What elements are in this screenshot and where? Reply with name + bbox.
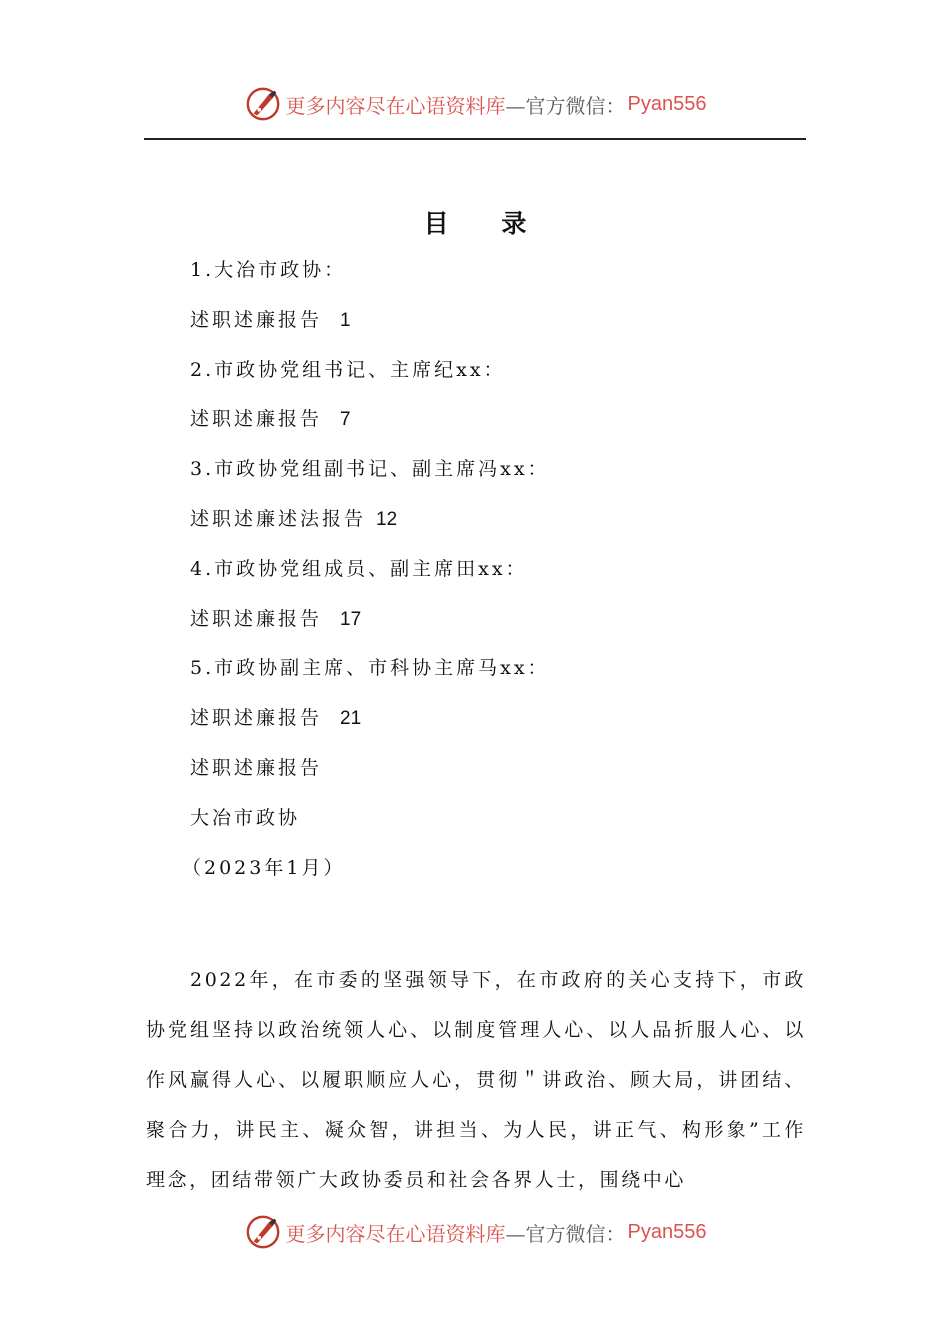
toc-page-number: 21 [340,708,362,730]
pen-nib-logo-icon [244,1213,282,1251]
toc-entry-4 [190,607,790,657]
toc-heading-5: 5.市政协副主席、市科协主席马xx： [190,657,550,680]
toc-title: 目 录 [423,209,549,238]
toc-page-number: 7 [340,409,351,431]
toc-page-number: 1 [340,309,351,331]
toc-entry-2 [190,407,790,457]
toc-report-label: 述职述廉述法报告 [190,507,367,530]
toc-entry-5 [190,706,790,756]
toc-entry-3 [190,507,790,557]
header-divider [144,138,806,140]
banner-label: —官方微信： [505,93,626,118]
toc-heading-3: 3.市政协党组副书记、副主席冯xx： [190,458,550,481]
toc-entry-1 [190,308,790,358]
toc-report-label: 述职述廉报告 [190,707,323,730]
toc-heading-4: 4.市政协党组成员、副主席田xx： [190,557,528,580]
toc-report-label: 述职述廉报告 [190,607,323,630]
banner-slogan: 更多内容尽在心语资料库 [285,1221,506,1246]
report-title: 述职述廉报告 [190,757,323,779]
table-of-contents [190,258,790,756]
toc-report-label: 述职述廉报告 [190,408,323,431]
report-cover [182,756,346,905]
header-banner [0,84,950,124]
banner-wechat-id: Pyan556 [627,1220,707,1243]
pen-nib-logo-icon [244,85,282,123]
footer-banner [0,1212,950,1252]
banner-label: —官方微信： [505,1221,626,1246]
toc-report-label: 述职述廉报告 [190,308,323,331]
toc-heading-1: 1.大冶市政协： [190,259,347,281]
report-organization: 大冶市政协 [190,806,301,829]
body-paragraph: 2022年，在市委的坚强领导下，在市政府的关心支持下，市政协党组坚持以政治统领人心、以制度管理人心、以人品折服人心、以作风赢得人心、以履职顺应人心，贯彻＂讲政治、顾大局，讲团结、聚合力，讲民主、凝众智，讲担当、为人民，讲正气、构形象”工作理念，团结带领广大政协委员和社会各界人士，围绕中心 [146,969,806,1191]
banner-slogan: 更多内容尽在心语资料库 [285,93,506,118]
toc-heading-2: 2.市政协党组书记、主席纪xx： [190,358,506,381]
banner-wechat-id: Pyan556 [627,92,707,115]
toc-page-number: 12 [376,508,398,530]
report-date: （2023年1月） [182,856,346,879]
toc-page-number: 17 [340,608,362,630]
